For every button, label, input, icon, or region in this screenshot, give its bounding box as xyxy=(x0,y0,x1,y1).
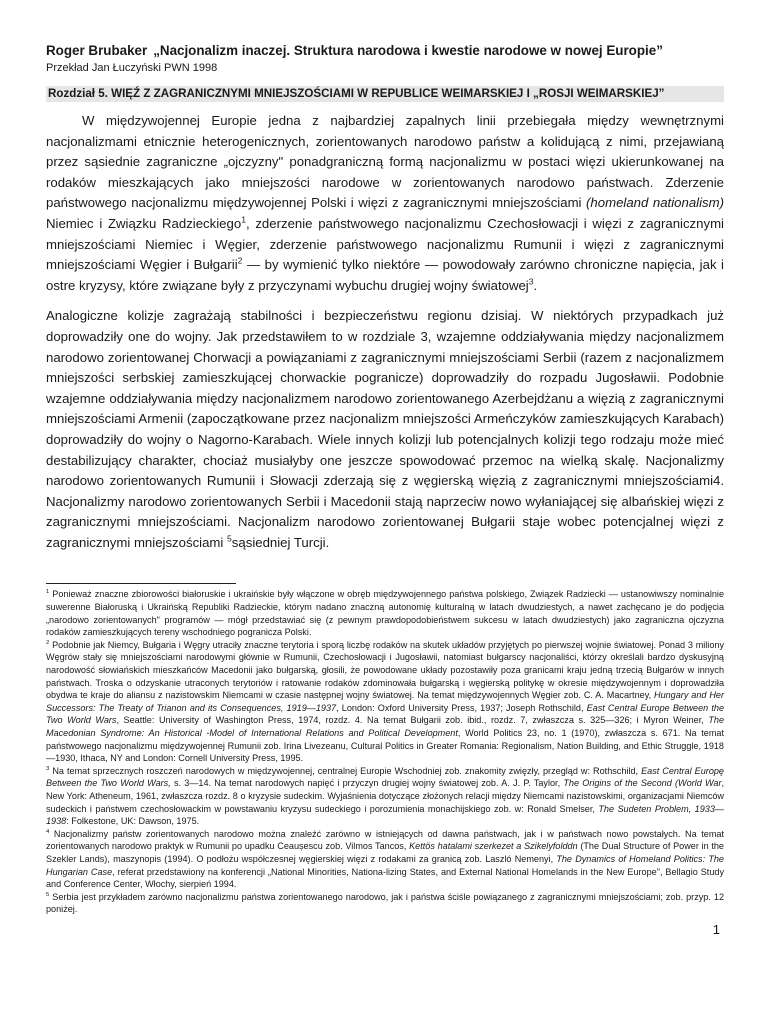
footnote-mark: 4 xyxy=(46,828,50,835)
footnote-mark: 1 xyxy=(46,589,50,596)
footnote-5 xyxy=(46,891,724,916)
footnote-1 xyxy=(46,588,724,638)
footnote-text: Na temat sprzecznych roszczeń narodowych w międzywojennej, centralnej Europie Wschodniej zob. znakomity zwięzły, przegląd w: Rothschild, xyxy=(49,765,642,776)
footnote-mark: 2 xyxy=(46,639,50,646)
chapter-heading: Rozdział 5. WIĘŹ Z ZAGRANICZNYMI MNIEJSZOŚCIAMI W REPUBLICE WEIMARSKIEJ I „ROSJI WEIMARSKIEJ” xyxy=(46,86,724,102)
footnote-ref-5[interactable]: 5 xyxy=(227,533,232,544)
footnote-mark: 3 xyxy=(46,765,50,772)
footnote-ref-2[interactable]: 2 xyxy=(237,255,243,266)
footnote-ref-3[interactable]: 3 xyxy=(528,276,534,287)
text-run: Niemiec i Związku Radzieckiego xyxy=(46,215,242,231)
author-name: Roger Brubaker xyxy=(46,43,148,58)
citation-title: Hungary and Her Successors: The Treaty of Trianon and its Consequences, 1919—1937 xyxy=(46,690,724,713)
footnote-text: , Seattle: University of Washington Press, 1974, rozdz. 4. Na temat Bułgarii zob. ibid., rozdz. 7, zwłaszcza s. 325—326; i Myron Weiner, xyxy=(116,715,709,726)
footnote-text: Serbia jest przykładem zarówno nacjonalizmu państwa zorientowanego narodowo, jak i państwa ściśle powiązanego z zagranicznymi mniejszościami; zob. przyp. 12 poniżej. xyxy=(46,891,724,915)
citation-title: East Central Europe Between the Two World Wars xyxy=(46,702,725,726)
footnote-2 xyxy=(46,639,724,765)
book-title: „Nacjonalizm inaczej. Struktura narodowa i kwestie narodowe w nowej Europie” xyxy=(153,43,663,58)
text-run: , zderzenie państwowego nacjonalizmu Czechosłowacji i więzi z zagranicznymi mniejszościami Niemiec i Węgier, zderzenie państwowego nacjonalizmu Rumunii i więzi z zagranicznymi mniejszościami Węgier i Bułgarii xyxy=(46,215,724,273)
document-title xyxy=(46,42,724,59)
footnote-mark: 5 xyxy=(46,891,50,898)
footnote-text: Ponieważ znaczne zbiorowości białoruskie i ukraińskie były włączone w obręb międzywojennego państwa polskiego, Związek Radziecki — ustanowiwszy nominalnie suwerenne Białoruską i Ukraińską Republiki Radzieckie, którym nadano znaczną autonomię kulturalną w latach dwudziestych, a nawet zachęcano je do podjęcia „narodowo zorientowanych" programów — mógł przedstawiać się (z pewnym prawdopodobieństwem sukcesu w latach dwudziestych) jako zagraniczna ojczyzna rodaków zamieszkujących tereny wschodniego pogranicza Polski. xyxy=(46,589,724,638)
citation-title: The Macedonian Syndrome: An Historical -Model of International Relations and Political Development xyxy=(46,715,724,738)
citation-title: The Origins of the Second (World War xyxy=(563,778,722,789)
citation-title: Kettös hatalami szerkezet a Szikelyfolddn xyxy=(409,841,578,852)
footnote-text: , New York: Atheneum, 1961, zwłaszcza rozdz. 8 o kryzysie sudeckim. Wyjaśnienia dotyczące złożonych relacji między Niemcami nazistowskimi, organizacjami Niemców sudeckich i państwem czechosłowackim w powstawaniu kryzysu sudeckiego i porozumienia monachijskiego zob. w: Ronald Smelser, xyxy=(46,778,725,814)
footnote-text: , London: Oxford University Press, 1937; Joseph Rothschild, xyxy=(336,702,587,713)
text-run: Analogiczne kolizje zagrażają stabilności i bezpieczeństwu regionu dzisiaj. W niektórych przypadkach już doprowadziły one do wojny. Jak przedstawiłem to w rozdziale 3, wzajemne oddziaływania między nacjonalizmem narodowo zorientowanej Chorwacji a powiązaniami z zagranicznymi mniejszościami Serbii (razem z nacjonalizmem mniejszości serbskiej zamieszkującej chorwackie pogranicze) doprowadziły do rozpadu Jugosławii. Podobnie wzajemne oddziaływania między nacjonalizmem narodowo zorientowanego Azerbejdżanu a więzią z zagranicznymi mniejszościami Armenii (zapoczątkowane przez nacjonalizm mniejszości Armeńczyków zamieszkujących Karabach) doprowadziły do wojny o Nagorno-Karabach. Wiele innych kolizji lub potencjalnych kolizji tego rodzaju może mieć destabilizujący charakter, chociaż musiałyby one jeszcze spowodować przemoc na wielką skalę. Nacjonalizmy narodowo zorientowanych Rumunii i Słowacji zderzają się z węgierską więzią z zagranicznymi mniejszościami4. Nacjonalizmy narodowo zorientowanych Serbii i Macedonii stają naprzeciw nowo wyłaniającej się albańskiej więzi z zagranicznymi mniejszościami. Nacjonalizm narodowo zorientowanej Bułgarii staje wobec potencjalnej więzi z zagranicznymi mniejszościami xyxy=(46,308,724,550)
footnote-separator xyxy=(46,583,236,584)
body-paragraph-2 xyxy=(46,306,724,553)
text-run: — by wymienić tylko niektóre — powodowały zarówno chroniczne napięcia, jak i ostre kryzysy, które związane były z przyczynami wybuchu drugiej wojny światowej xyxy=(46,257,724,293)
footnotes xyxy=(46,588,724,915)
translation-note: Przekład Jan Łuczyński PWN 1998 xyxy=(46,62,218,74)
footnote-text: (The Dual Structure of Power in the Szekler Lands), maszynopis (1994). O podłożu współczesnej węgierskiej więzi z rodakami za granicą zob. Laszló Nemenyi, xyxy=(46,841,724,864)
footnote-text: , World Politics 23, no. 1 (1970), zwłaszcza s. 671. Na temat państwowego nacjonalizmu międzywojennej Rumunii zob. Irina Livezeanu, Cultural Politics in Greater Romania: Regionalism, Nation Building, and Ethic Struggle, 1918—1930, Ithaca, NY and London: Cornell University Press, 1995. xyxy=(46,728,724,764)
italic-term: (homeland nationalism) xyxy=(586,195,724,211)
footnote-text: Podobnie jak Niemcy, Bułgaria i Węgry utraciły znaczne terytoria i sporą liczbę rodaków na skutek układów przyjętych po pierwszej wojnie światowej. Ponad 3 miliony Węgrów stały się mniejszościami narodowymi głównie w Rumunii, Czechosłowacji i Jugosławii, natomiast bułgarscy nacjonaliści, którzy określali bardzo dyskusyjną narodowość słowiańskich mieszkańców Macedonii jako bułgarską, głosili, że powodowane układy pozostawiły poza granicami kraju jedną trzecią Bułgarów w innych państwach. Troska o odzyskanie utraconych terytoriów i ratowanie rodaków zdominowała bułgarską i węgierską politykę w okresie międzywojennym i doprowadziła obydwa te kraje do aliansu z nazistowskim Niemcami w czasie następnej wojny światowej. Na temat międzywojennych Węgier zob. C. A. Macartney, xyxy=(46,639,724,701)
footnote-ref-1[interactable]: 1 xyxy=(241,214,246,225)
footnote-4 xyxy=(46,828,724,891)
footnote-text: Nacjonalizmy państw zorientowanych narodowo można znaleźć zarówno w istniejących od dawna państwach, jak i w państwach nowo powstałych. Na temat zorientowanych narodowo praktyk w Rumunii po upadku Ceaușescu zob. Vilmos Tancos, xyxy=(46,828,724,852)
body-paragraph-1 xyxy=(46,111,724,296)
footnote-text: : Folkestone, UK: Dawson, 1975. xyxy=(66,816,200,827)
citation-title: The Dynamics of Homeland Politics: The Hungarian Case xyxy=(46,853,724,877)
citation-title: The Sudeten Problem, 1933—1938 xyxy=(46,803,724,827)
page-number: 1 xyxy=(712,922,720,937)
citation-title: East Central Europę Between the Two World Wars, xyxy=(46,765,724,789)
text-run: sąsiedniej Turcji. xyxy=(231,534,330,550)
text-run: . xyxy=(533,277,538,293)
footnote-3 xyxy=(46,765,724,828)
text-run: W międzywojennej Europie jedna z najbardziej zapalnych linii przebiegała między wewnętrznymi nacjonalizmami etnicznie heterogenicznych, zorientowanych narodowo państw a kolidującą z nimi, przejawianą przez sąsiednie zagraniczne „ojczyzny" ponadgraniczną formą nacjonalizmu w postaci więzi ukierunkowanej na rodaków mieszkających jako mniejszości narodowe w zorientowanych narodowo państwach. Zderzenie państwowego nacjonalizmu międzywojennej Polski i więzi z zagranicznymi mniejszościami xyxy=(46,113,724,211)
footnote-text: s. 3—14. Na temat narodowych napięć i przyczyn drugiej wojny światowej zob. A. J. P. Taylor, xyxy=(170,778,564,789)
footnote-text: , referat przedstawiony na konferencji „National Minorities, Nationa-lizing States, and External National Homelands in the New Europe", Bellagio Study and Conference Center, Włochy, sierpień 1994. xyxy=(46,866,724,890)
document-page xyxy=(46,42,724,916)
